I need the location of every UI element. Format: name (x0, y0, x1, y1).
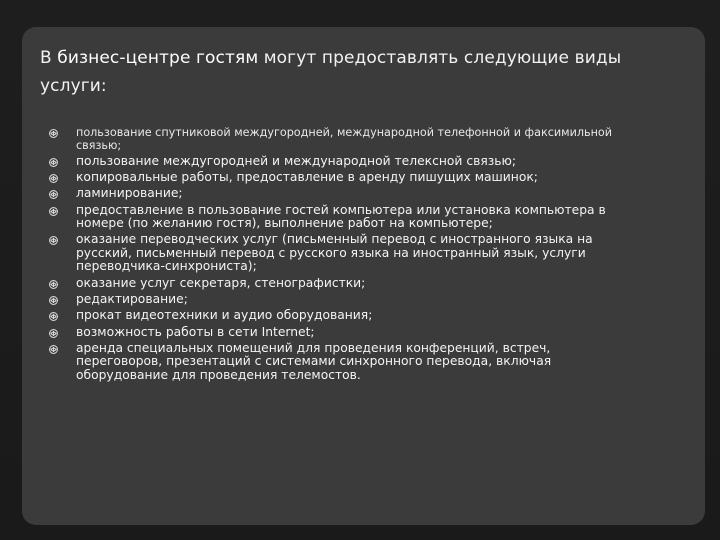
list-item-text: пользование междугородней и международной телексной связью; (76, 153, 517, 168)
title-prefix: В (40, 48, 58, 68)
title-highlight: бизнес-центре гостям (57, 48, 259, 68)
list-item-text: прокат видеотехники и аудио оборудования; (76, 308, 373, 323)
title-rest: могут предоставлять следующие виды услуги: (40, 48, 622, 96)
list-item-text: оказание переводческих услуг (письменный перевод с иностранного языка на русский, письменный перевод с русского языка на иностранный язык, услуги переводчика-синхрониста); (76, 232, 593, 274)
fleuron-bullet-icon (48, 173, 59, 184)
list-item-text: копировальные работы, предоставление в аренду пишущих машинок; (76, 170, 538, 185)
list-item (48, 171, 628, 185)
list-item-text: пользование спутниковой междугородней, международной телефонной и факсимильной связью; (76, 126, 613, 152)
fleuron-bullet-icon (48, 344, 59, 355)
list-item (48, 326, 628, 340)
fleuron-bullet-icon (48, 189, 59, 200)
fleuron-bullet-icon (48, 279, 59, 290)
list-item (48, 342, 628, 383)
fleuron-bullet-icon (48, 206, 59, 217)
list-item (48, 233, 628, 274)
list-item-text: оказание услуг секретаря, стенографистки; (76, 275, 366, 290)
list-item-text: ламинирование; (76, 186, 183, 201)
list-item (48, 155, 628, 169)
list-item (48, 204, 628, 231)
list-item (48, 293, 628, 307)
list-item (48, 277, 628, 291)
fleuron-bullet-icon (48, 295, 59, 306)
list-item-text: аренда специальных помещений для проведения конференций, встреч, переговоров, презентаций с системами синхронного перевода, включая оборудование для проведения телемостов. (76, 340, 552, 382)
list-item (48, 309, 628, 323)
list-item (48, 187, 628, 201)
services-list (48, 126, 628, 385)
fleuron-bullet-icon (48, 311, 59, 322)
list-item-text: возможность работы в сети Internet; (76, 324, 315, 339)
list-item-text: редактирование; (76, 292, 188, 307)
list-item (48, 126, 628, 152)
slide-title (40, 44, 640, 100)
list-item-text: предоставление в пользование гостей компьютера или установка компьютера в номере (по желанию гостя), выполнение работ на компьютере; (76, 202, 606, 231)
fleuron-bullet-icon (48, 235, 59, 246)
fleuron-bullet-icon (48, 157, 59, 168)
fleuron-bullet-icon (48, 128, 59, 139)
fleuron-bullet-icon (48, 328, 59, 339)
